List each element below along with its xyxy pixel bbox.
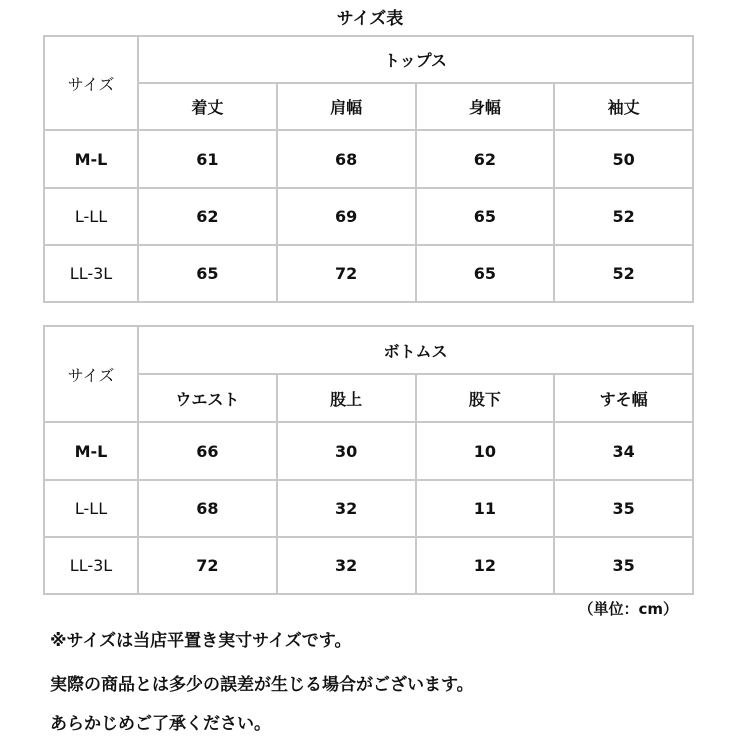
size-cell: L-LL <box>44 480 138 537</box>
value-cell: 65 <box>416 188 555 245</box>
size-cell: M-L <box>44 130 138 188</box>
note-line: あらかじめご了承ください。 <box>50 714 271 734</box>
value-cell: 68 <box>138 480 277 537</box>
bottoms-group-header: ボトムス <box>138 326 693 374</box>
table-row <box>44 537 693 594</box>
table-row <box>44 422 693 480</box>
size-cell: LL-3L <box>44 537 138 594</box>
bottoms-size-header: サイズ <box>44 326 138 422</box>
size-cell: LL-3L <box>44 245 138 302</box>
value-cell: 52 <box>554 188 693 245</box>
size-cell: M-L <box>44 422 138 480</box>
tops-size-header: サイズ <box>44 36 138 130</box>
bottoms-col-header: ウエスト <box>138 374 277 422</box>
tops-col-header: 袖丈 <box>554 83 693 130</box>
table-row <box>44 245 693 302</box>
tops-col-header: 着丈 <box>138 83 277 130</box>
value-cell: 65 <box>138 245 277 302</box>
value-cell: 66 <box>138 422 277 480</box>
value-cell: 10 <box>416 422 555 480</box>
note-line: ※サイズは当店平置き実寸サイズです。 <box>50 631 352 651</box>
value-cell: 72 <box>277 245 416 302</box>
value-cell: 69 <box>277 188 416 245</box>
tops-size-table <box>43 35 694 303</box>
bottoms-col-header: すそ幅 <box>554 374 693 422</box>
table-row <box>44 130 693 188</box>
tops-group-header: トップス <box>138 36 693 83</box>
page-title: サイズ表 <box>336 9 404 29</box>
unit-note: （単位：cm） <box>578 600 678 618</box>
value-cell: 72 <box>138 537 277 594</box>
note-line: 実際の商品とは多少の誤差が生じる場合がございます。 <box>50 675 474 695</box>
value-cell: 35 <box>554 537 693 594</box>
value-cell: 50 <box>554 130 693 188</box>
value-cell: 65 <box>416 245 555 302</box>
bottoms-col-header: 股上 <box>277 374 416 422</box>
value-cell: 35 <box>554 480 693 537</box>
value-cell: 32 <box>277 480 416 537</box>
value-cell: 34 <box>554 422 693 480</box>
value-cell: 62 <box>416 130 555 188</box>
value-cell: 12 <box>416 537 555 594</box>
value-cell: 30 <box>277 422 416 480</box>
value-cell: 32 <box>277 537 416 594</box>
value-cell: 11 <box>416 480 555 537</box>
value-cell: 62 <box>138 188 277 245</box>
size-cell: L-LL <box>44 188 138 245</box>
value-cell: 68 <box>277 130 416 188</box>
tops-col-header: 身幅 <box>416 83 555 130</box>
value-cell: 61 <box>138 130 277 188</box>
bottoms-size-table <box>43 325 694 595</box>
table-row <box>44 480 693 537</box>
bottoms-col-header: 股下 <box>416 374 555 422</box>
value-cell: 52 <box>554 245 693 302</box>
tops-col-header: 肩幅 <box>277 83 416 130</box>
table-row <box>44 188 693 245</box>
